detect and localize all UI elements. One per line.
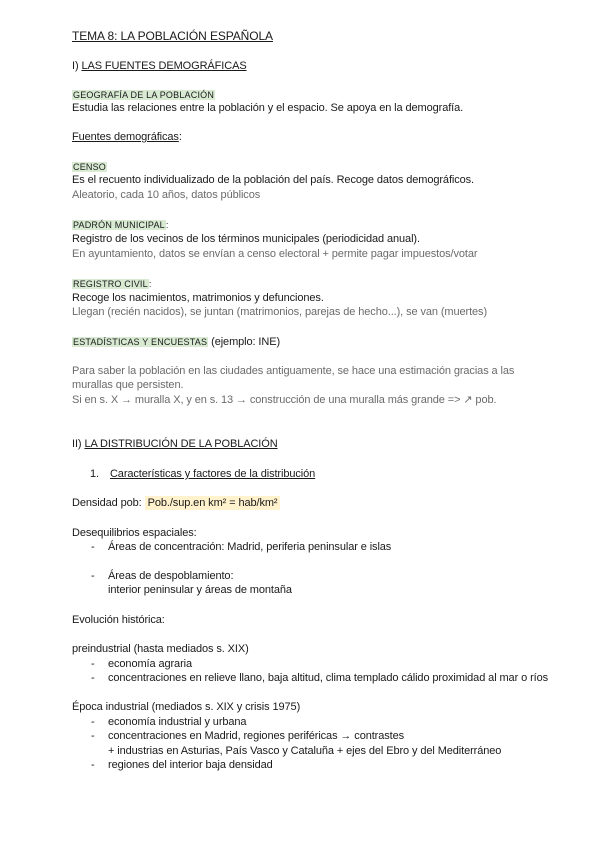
registro-label-line [72, 277, 152, 291]
subsection-1-number: 1. [90, 468, 99, 480]
industrial-heading: Época industrial (mediados s. XIX y crisis 1975) [72, 701, 301, 713]
list-dash: - [91, 672, 95, 684]
murallas-note-2: murallas que persisten. [72, 379, 184, 391]
estadisticas-line [72, 335, 280, 349]
registro-label: REGISTRO CIVIL [73, 279, 148, 289]
list-dash: - [91, 716, 95, 728]
subsection-1-title: Características y factores de la distribución [109, 468, 316, 480]
section-2-prefix: II) [72, 438, 85, 450]
preindustrial-item-2: concentraciones en relieve llano, baja altitud, clima templado cálido proximidad al mar o ríos [108, 672, 549, 684]
censo-text: Es el recuento individualizado de la población del país. Recoge datos demográficos. [72, 174, 475, 186]
industrial-item-2: concentraciones en Madrid, regiones periféricas → contrastes [108, 730, 405, 742]
censo-label-line [72, 160, 107, 174]
list-dash: - [91, 730, 95, 742]
padron-note: En ayuntamiento, datos se envían a censo electoral + permite pagar impuestos/votar [72, 248, 478, 260]
fuentes-heading-text: Fuentes demográficas [72, 131, 179, 143]
section-1-heading [72, 59, 247, 73]
list-dash: - [91, 570, 95, 582]
censo-label: CENSO [73, 162, 107, 172]
densidad-label: Densidad pob: [72, 497, 145, 509]
industrial-item-2b: + industrias en Asturias, País Vasco y Cataluña + ejes del Ebro y del Mediterráneo [108, 745, 502, 757]
desequilibrios-item-2b: interior peninsular y áreas de montaña [108, 584, 292, 596]
murallas-note-3: Si en s. X → muralla X, y en s. 13 → construcción de una muralla más grande => ↗ pob. [72, 394, 497, 406]
registro-colon: : [148, 279, 152, 289]
section-2-title: LA DISTRIBUCIÓN DE LA POBLACIÓN [84, 438, 278, 450]
padron-label: PADRÓN MUNICIPAL [73, 220, 165, 230]
list-dash: - [91, 541, 95, 553]
desequilibrios-item-2: Áreas de despoblamiento: [108, 570, 234, 582]
padron-text: Registro de los vecinos de los términos municipales (periodicidad anual). [72, 233, 420, 245]
preindustrial-item-1: economía agraria [108, 658, 193, 670]
industrial-item-3: regiones del interior baja densidad [108, 759, 273, 771]
geografia-text: Estudia las relaciones entre la población y el espacio. Se apoya en la demografía. [72, 102, 464, 114]
section-1-prefix: I) [72, 60, 82, 72]
geografia-label: GEOGRAFÍA DE LA POBLACIÓN [73, 90, 215, 100]
murallas-note-1: Para saber la población en las ciudades antiguamente, se hace una estimación gracias a las [72, 365, 515, 377]
desequilibrios-item-1: Áreas de concentración: Madrid, periferia peninsular e islas [108, 541, 392, 553]
estadisticas-label: ESTADÍSTICAS Y ENCUESTAS [73, 337, 208, 347]
fuentes-heading [72, 130, 182, 144]
estadisticas-text: (ejemplo: INE) [208, 336, 281, 348]
fuentes-heading-colon: : [178, 131, 182, 143]
section-2-heading [72, 437, 278, 451]
preindustrial-heading: preindustrial (hasta mediados s. XIX) [72, 643, 249, 655]
censo-note: Aleatorio, cada 10 años, datos públicos [72, 189, 261, 201]
registro-note: Llegan (recién nacidos), se juntan (matrimonios, parejas de hecho...), se van (muertes) [72, 306, 488, 318]
section-1-title: LAS FUENTES DEMOGRÁFICAS [81, 60, 247, 72]
desequilibrios-heading: Desequilibrios espaciales: [72, 527, 197, 539]
padron-colon: : [165, 220, 169, 230]
list-dash: - [91, 658, 95, 670]
registro-text: Recoge los nacimientos, matrimonios y defunciones. [72, 292, 324, 304]
document-title: TEMA 8: LA POBLACIÓN ESPAÑOLA [72, 29, 273, 43]
industrial-item-1: economía industrial y urbana [108, 716, 247, 728]
padron-label-line [72, 218, 169, 232]
evolucion-heading: Evolución histórica: [72, 614, 165, 626]
subsection-1-heading [90, 467, 315, 481]
geografia-label-line [72, 88, 215, 102]
densidad-line [72, 496, 280, 510]
densidad-formula: Pob./sup.en km² = hab/km² [145, 496, 281, 510]
list-dash: - [91, 759, 95, 771]
